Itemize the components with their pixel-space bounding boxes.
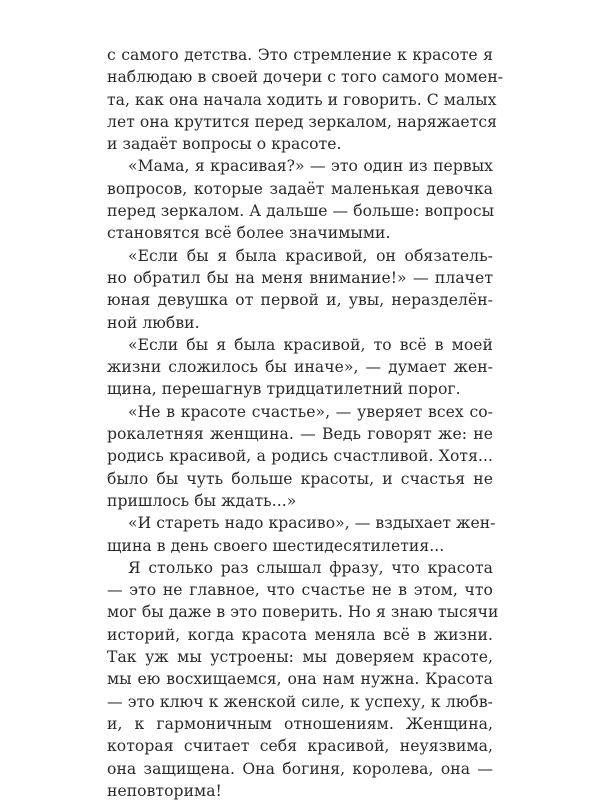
text-line: щина в день своего шестидесятилетия... [107,536,445,555]
text-line: которая считает себя красивой, неуязвима, [107,737,493,756]
text-line: становятся всё более значимыми. [107,224,391,243]
text-line: но обратил бы на меня внимание!» — плачет [107,268,493,287]
text-line: неповторима! [107,781,222,800]
text-line: Я столько раз слышал фразу, что красота [128,558,493,577]
text-line: — это не главное, что счастье не в этом, что [107,581,493,600]
text-line: мы ею восхищаемся, она нам нужна. Красота [107,670,493,689]
text-line: и задаёт вопросы о красоте. [107,135,342,154]
text-line: лет она крутится перед зеркалом, наряжается [107,112,498,131]
text-line: юная девушка от первой и, увы, неразделён- [107,291,493,310]
text-line: та, как она начала ходить и говорить. С малых [107,90,497,109]
text-line: рокалетняя женщина. — Ведь говорят же: не [107,425,493,444]
text-line: мог бы даже в это поверить. Но я знаю тысячи [107,603,499,622]
text-line: «Если бы я была красивой, то всё в моей [128,335,493,354]
text-line: «Если бы я была красивой, он обязатель- [128,246,493,265]
book-page-text [107,44,504,802]
text-line: Так уж мы устроены: мы доверяем красоте, [107,648,493,667]
text-line: ной любви. [107,313,200,332]
text-line: щина, перешагнув тридцатилетний порог. [107,380,461,399]
text-line: историй, когда красота меняла всё в жизни. [107,625,493,644]
text-line: было бы чуть больше красоты, и счастья не [107,469,493,488]
text-line: перед зеркалом. А дальше — больше: вопросы [107,202,495,221]
text-line: «Мама, я красивая?» — это один из первых [128,157,493,176]
text-line: — это ключ к женской силе, к успеху, к любв- [107,692,493,711]
text-line: «Не в красоте счастье», — уверяет всех со- [128,402,493,421]
text-line: родись красивой, а родись счастливой. Хотя... [107,447,493,466]
text-line: она защищена. Она богиня, королева, она — [107,759,493,778]
text-line: и, к гармоничным отношениям. Женщина, [107,714,493,733]
text-line: наблюдаю в своей дочери с того самого момен- [107,68,504,87]
text-line: пришлось бы ждать...» [107,491,297,510]
text-line: вопросов, которые задаёт маленькая девочка [107,179,493,198]
text-line: «И стареть надо красиво», — вздыхает жен- [128,514,496,533]
text-line: с самого детства. Это стремление к красоте я [107,46,493,64]
text-line: жизни сложилось бы иначе», — думает жен- [107,358,493,377]
